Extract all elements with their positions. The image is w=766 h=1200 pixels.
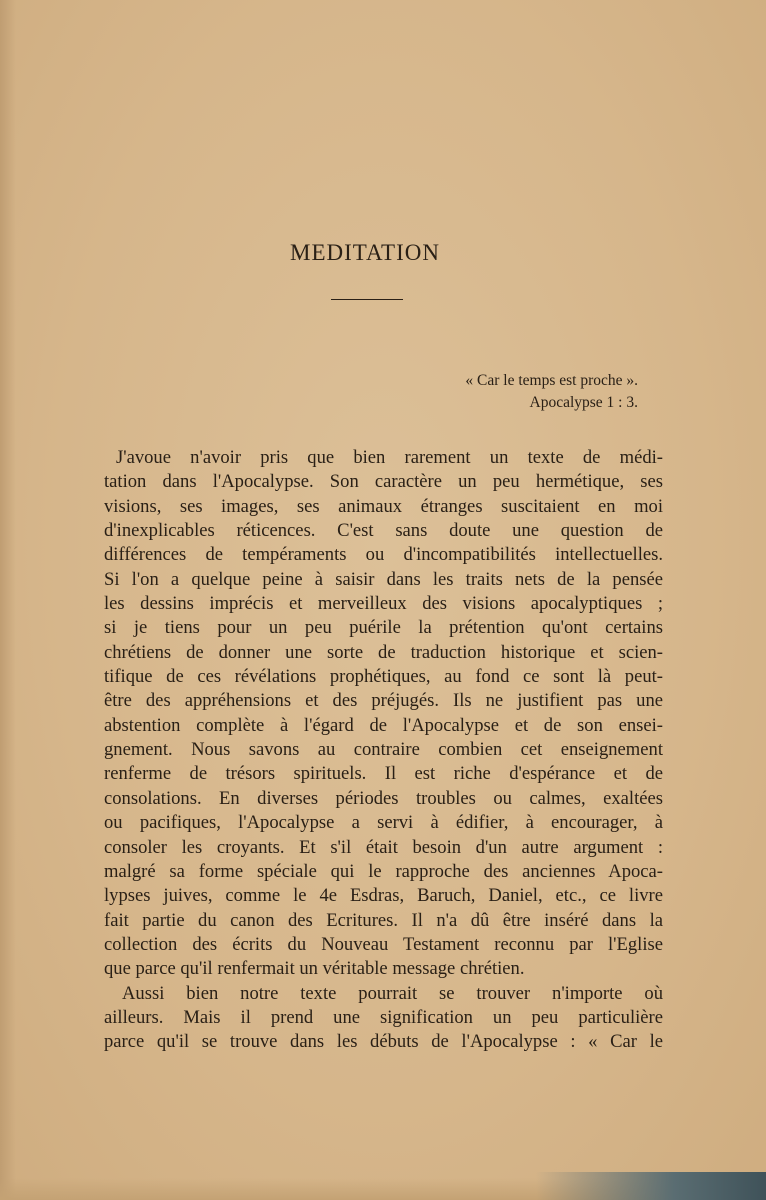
scan-corner-artifact — [536, 1172, 766, 1200]
text-line: visions, ses images, ses animaux étranges suscitaient en moi — [104, 495, 663, 517]
text-line: si je tiens pour un peu puérile la prétention qu'ont certains — [104, 617, 663, 639]
text-line: fait partie du canon des Ecritures. Il n'a dû être inséré dans la — [104, 909, 663, 931]
text-line: lypses juives, comme le 4e Esdras, Baruch, Daniel, etc., ce livre — [104, 885, 663, 907]
text-line: tifique de ces révélations prophétiques, au fond ce sont là peut- — [104, 666, 663, 688]
text-line: les dessins imprécis et merveilleux des visions apocalyptiques ; — [104, 593, 663, 615]
text-line: d'inexplicables réticences. C'est sans doute une question de — [104, 520, 663, 542]
epigraph — [465, 370, 638, 414]
text-line: tation dans l'Apocalypse. Son caractère un peu hermétique, ses — [104, 471, 663, 493]
text-line: Si l'on a quelque peine à saisir dans les traits nets de la pensée — [104, 568, 663, 590]
text-line: J'avoue n'avoir pris que bien rarement un texte de médi- — [116, 447, 663, 468]
text-line: chrétiens de donner une sorte de traduction historique et scien- — [104, 641, 663, 663]
text-line: consolations. En diverses périodes troubles ou calmes, exaltées — [104, 787, 663, 809]
text-line: gnement. Nous savons au contraire combien cet enseignement — [104, 739, 663, 761]
title-rule — [331, 299, 403, 300]
epigraph-quote: « Car le temps est proche ». — [465, 372, 638, 389]
chapter-title: MEDITATION — [290, 240, 440, 265]
epigraph-reference: Apocalypse 1 : 3. — [529, 394, 638, 411]
text-line: que parce qu'il renfermait un véritable message chrétien. — [104, 958, 525, 980]
text-line: renferme de trésors spirituels. Il est riche d'espérance et de — [104, 763, 663, 785]
text-line: abstention complète à l'égard de l'Apocalypse et de son ensei- — [104, 714, 663, 736]
text-line: ou pacifiques, l'Apocalypse a servi à édifier, à encourager, à — [104, 812, 663, 834]
text-line: collection des écrits du Nouveau Testament reconnu par l'Eglise — [104, 933, 663, 955]
text-line: consoler les croyants. Et s'il était besoin d'un autre argument : — [104, 836, 663, 858]
text-line: ailleurs. Mais il prend une signification un peu particulière — [104, 1006, 663, 1028]
text-line: différences de tempéraments ou d'incompatibilités intellectuelles. — [104, 544, 663, 566]
text-line: être des appréhensions et des préjugés. Ils ne justifient pas une — [104, 690, 663, 712]
text-line: malgré sa forme spéciale qui le rapproche des anciennes Apoca- — [104, 860, 663, 882]
text-line: parce qu'il se trouve dans les débuts de l'Apocalypse : « Car le — [104, 1031, 663, 1053]
page-edge-shadow — [0, 0, 16, 1200]
body-text — [104, 446, 663, 1055]
text-line: Aussi bien notre texte pourrait se trouver n'importe où — [122, 982, 663, 1004]
